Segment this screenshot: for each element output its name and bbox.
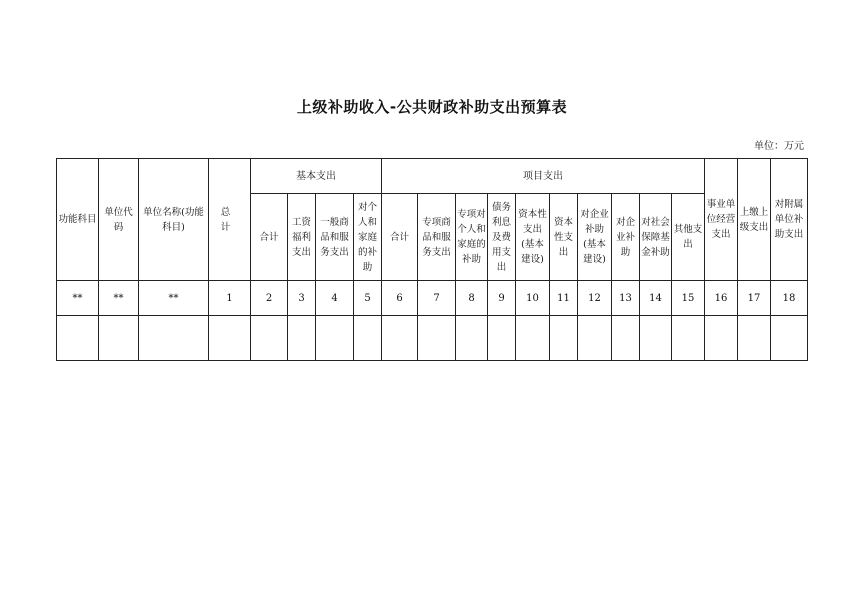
header-project-col: 资本性支出 <box>550 194 578 281</box>
header-project-col: 对企业补助(基本建设) <box>578 194 612 281</box>
data-cell <box>738 316 771 361</box>
header-tail-col: 对附属单位补助支出 <box>771 159 808 281</box>
index-cell: 3 <box>288 281 316 316</box>
index-cell: ** <box>57 281 99 316</box>
data-cell <box>578 316 612 361</box>
index-row <box>57 281 808 316</box>
header-project-col: 合计 <box>382 194 418 281</box>
header-project-col: 对社会保障基金补助 <box>640 194 672 281</box>
page-title: 上级补助收入-公共财政补助支出预算表 <box>296 98 568 116</box>
data-cell <box>57 316 99 361</box>
header-project-col: 专项商品和服务支出 <box>418 194 456 281</box>
data-cell <box>209 316 251 361</box>
data-cell <box>612 316 640 361</box>
index-cell: ** <box>99 281 139 316</box>
index-cell: 2 <box>251 281 288 316</box>
index-cell: 13 <box>612 281 640 316</box>
index-cell: 16 <box>705 281 738 316</box>
index-cell: 17 <box>738 281 771 316</box>
index-cell: 9 <box>488 281 516 316</box>
data-cell <box>488 316 516 361</box>
data-cell <box>456 316 488 361</box>
header-func-subject: 功能科目 <box>57 159 99 281</box>
index-cell: 6 <box>382 281 418 316</box>
index-cell: 4 <box>316 281 354 316</box>
data-cell <box>705 316 738 361</box>
header-project-group: 项目支出 <box>382 159 705 194</box>
header-row-1 <box>57 159 808 194</box>
index-cell: 15 <box>672 281 705 316</box>
data-cell <box>771 316 808 361</box>
data-cell <box>516 316 550 361</box>
index-cell: 11 <box>550 281 578 316</box>
header-tail-col: 事业单位经营支出 <box>705 159 738 281</box>
index-cell: 5 <box>354 281 382 316</box>
index-cell: ** <box>139 281 209 316</box>
data-cell <box>288 316 316 361</box>
data-cell <box>316 316 354 361</box>
header-unit-code: 单位代码 <box>99 159 139 281</box>
index-cell: 1 <box>209 281 251 316</box>
data-cell <box>418 316 456 361</box>
data-cell <box>550 316 578 361</box>
header-project-col: 债务利息及费用支出 <box>488 194 516 281</box>
unit-label: 单位：万元 <box>754 141 804 152</box>
data-cell <box>672 316 705 361</box>
data-cell <box>139 316 209 361</box>
header-project-col: 专项对个人和家庭的补助 <box>456 194 488 281</box>
header-project-col: 资本性支出(基本建设) <box>516 194 550 281</box>
header-tail-col: 上缴上级支出 <box>738 159 771 281</box>
header-basic-col: 合计 <box>251 194 288 281</box>
budget-table <box>56 158 808 361</box>
data-cell <box>354 316 382 361</box>
empty-data-row <box>57 316 808 361</box>
header-basic-col: 工资福利支出 <box>288 194 316 281</box>
header-unit-name: 单位名称(功能科目) <box>139 159 209 281</box>
index-cell: 18 <box>771 281 808 316</box>
data-cell <box>99 316 139 361</box>
header-project-col: 对企业补助 <box>612 194 640 281</box>
data-cell <box>640 316 672 361</box>
index-cell: 12 <box>578 281 612 316</box>
header-basic-col: 对个人和家庭的补助 <box>354 194 382 281</box>
index-cell: 14 <box>640 281 672 316</box>
header-project-col: 其他支出 <box>672 194 705 281</box>
header-total: 总 计 <box>209 159 251 281</box>
header-basic-group: 基本支出 <box>251 159 382 194</box>
index-cell: 8 <box>456 281 488 316</box>
data-cell <box>251 316 288 361</box>
index-cell: 7 <box>418 281 456 316</box>
index-cell: 10 <box>516 281 550 316</box>
data-cell <box>382 316 418 361</box>
header-basic-col: 一般商品和服务支出 <box>316 194 354 281</box>
